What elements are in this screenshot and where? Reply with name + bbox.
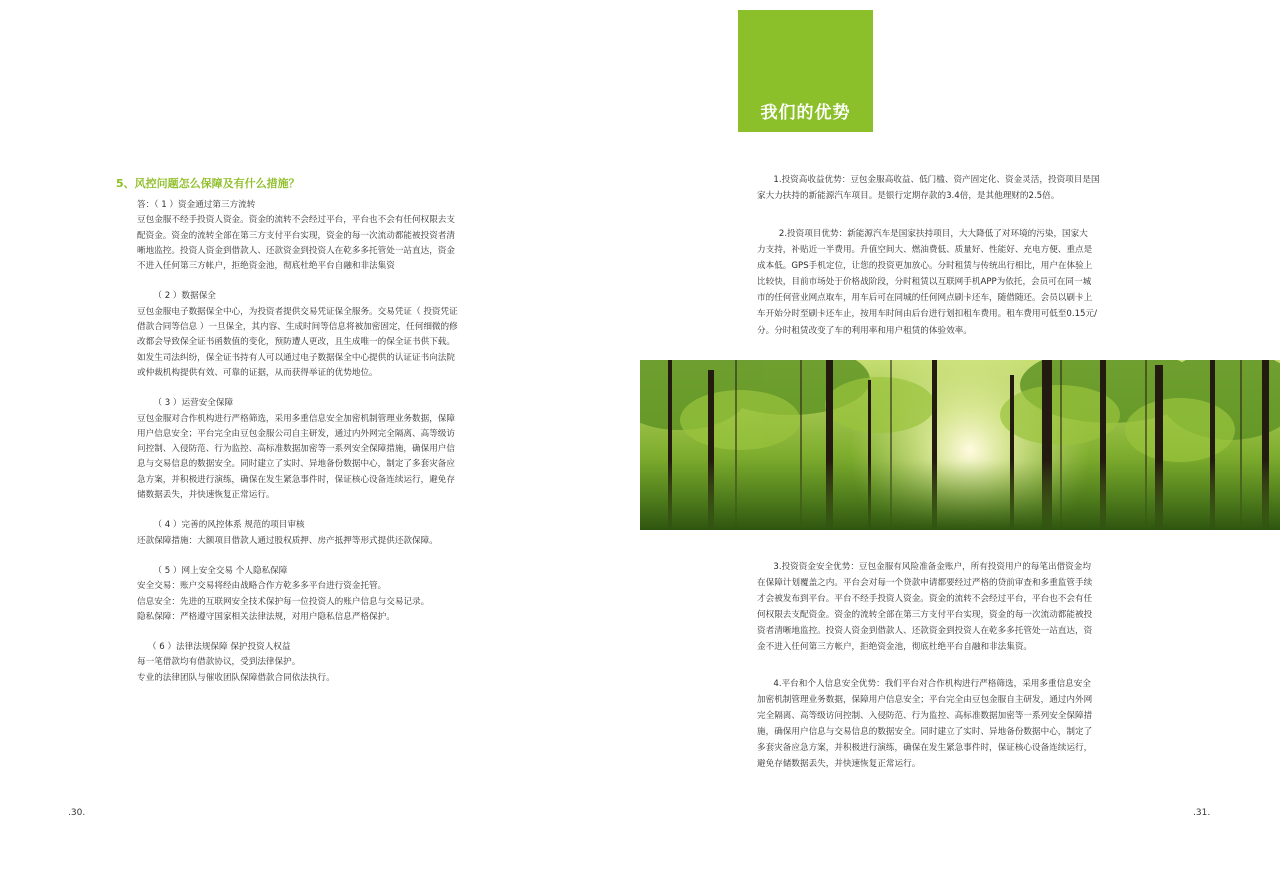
- answer-block-2: [137, 289, 497, 381]
- answer-block-5: [137, 564, 497, 625]
- paragraph-line: 才会被发布到平台。平台不经手投资人资金。资金的流转不会经过平台，平台也不会有任: [757, 594, 1093, 605]
- paragraph-line: 成本低。GPS手机定位，让您的投资更加放心。分时租赁与传统出行相比，用户在体验上: [757, 261, 1093, 272]
- answer-line: 问控制、入侵防范、行为监控、高标准数据加密等一系列安全保障措施，确保用户信: [137, 444, 455, 455]
- answer-line: 专业的法律团队与催收团队保障借款合同依法执行。: [137, 672, 335, 683]
- paragraph-line: 加密机制管理业务数据，保障用户信息安全；平台完全由豆包金服自主研发，通过内外网: [757, 695, 1093, 706]
- answer-line: 答：（ 1 ）资金通过第三方流转: [137, 200, 256, 210]
- paragraph-line: 多套灾备应急方案，并积极进行演练，确保在发生紧急事件时，保证核心设备连续运行，: [757, 743, 1093, 754]
- paragraph-line: 3.投资资金安全优势：豆包金服有风险准备金账户，所有投资用户的每笔出借资金均: [757, 562, 1091, 572]
- answer-line: 信息安全：先进的互联网安全技术保护每一位投资人的账户信息与交易记录。: [137, 596, 430, 607]
- forest-photo: [640, 360, 1280, 530]
- answer-line: 用户信息安全；平台完全由豆包金服公司自主研发，通过内外网完全隔离、高等级访: [137, 428, 455, 439]
- answer-line: 储数据丢失，并快速恢复正常运行。: [137, 490, 275, 501]
- answer-line: 隐私保障：严格遵守国家相关法律法规，对用户隐私信息严格保护。: [137, 611, 395, 622]
- answer-line: （ 2 ）数据保全: [137, 291, 216, 302]
- paragraph-line: 1.投资高收益优势：豆包金服高收益、低门槛、资产固定化、资金灵活，投资项目是国: [757, 175, 1100, 185]
- answer-line: （ 4 ）完善的风控体系 规范的项目审核: [137, 520, 305, 531]
- answer-line: 息与交易信息的数据安全。同时建立了实时、异地备份数据中心，制定了多套灾备应: [137, 459, 455, 470]
- answer-line: （ 3 ）运营安全保障: [137, 398, 234, 409]
- answer-line: 晰地监控。投资人资金到借款人、还款资金到投资人在乾多多托管处一站直达，资金: [137, 245, 455, 256]
- answer-line: 不进入任何第三方帐户，拒绝资金池，彻底杜绝平台自融和非法集资: [137, 261, 395, 272]
- answer-line: 改都会导致保全证书函数值的变化，预防遭人更改，且生成唯一的保全证书供下载。: [137, 337, 455, 348]
- answer-line: （ 5 ）网上安全交易 个人隐私保障: [137, 565, 288, 576]
- paragraph-line: 施，确保用户信息与交易信息的数据安全。同时建立了实时、异地备份数据中心，制定了: [757, 727, 1093, 738]
- paragraph-line: 家大力扶持的新能源汽车项目。是银行定期存款的3.4倍，是其他理财的2.5倍。: [757, 191, 1060, 202]
- answer-block-4: [137, 518, 497, 549]
- paragraph-line: 力支持，补贴近一半费用。升值空间大、燃油费低、质量好、性能好、充电方便、重点是: [757, 245, 1093, 256]
- answer-line: 豆包金服不经手投资人资金。资金的流转不会经过平台，平台也不会有任何权限去支: [137, 215, 455, 226]
- answer-block-3: [137, 396, 497, 503]
- page-number-right: .31.: [1193, 808, 1211, 818]
- answer-line: 还款保障措施：大额项目借款人通过股权质押、房产抵押等形式提供还款保障。: [137, 535, 438, 546]
- advantage-paragraph-1: [757, 172, 1137, 204]
- paragraph-line: 在保障计划覆盖之内。平台会对每一个贷款申请都要经过严格的贷前审查和多重监管手续: [757, 578, 1093, 589]
- section-title: 我们的优势: [760, 103, 851, 123]
- answer-line: 如发生司法纠纷，保全证书持有人可以通过电子数据保全中心提供的认证证书向法院: [137, 352, 455, 363]
- faq-answer: [137, 198, 497, 701]
- paragraph-line: 分。分时租赁改变了车的利用率和用户租赁的体验效率。: [757, 325, 972, 336]
- page-number-left: .30.: [68, 808, 86, 818]
- paragraph-line: 资者清晰地监控。投资人资金到借款人、还款资金到投资人在乾多多托管处一站直达，资: [757, 626, 1093, 637]
- section-banner: [738, 10, 873, 132]
- paragraph-line: 4.平台和个人信息安全优势：我们平台对合作机构进行严格筛选，采用多重信息安全: [757, 679, 1091, 689]
- advantage-paragraph-4: [757, 676, 1137, 773]
- answer-block-6: [137, 640, 497, 686]
- paragraph-line: 完全隔离、高等级访问控制、入侵防范、行为监控、高标准数据加密等一系列安全保障措: [757, 711, 1093, 722]
- answer-line: 急方案，并积极进行演练，确保在发生紧急事件时，保证核心设备连续运行，避免存: [137, 474, 455, 485]
- answer-line: 豆包金服电子数据保全中心，为投资者提供交易凭证保全服务。交易凭证（ 投资凭证: [137, 306, 458, 317]
- advantage-paragraph-3: [757, 559, 1137, 656]
- answer-line: （ 6 ）法律法规保障 保护投资人权益: [137, 642, 291, 653]
- paragraph-line: 比较快，目前市场处于价格战阶段，分时租赁以互联网手机APP为依托，会员可在同一城: [757, 277, 1092, 288]
- question-title: 5、风控问题怎么保障及有什么措施？: [116, 177, 300, 190]
- paragraph-line: 市的任何营业网点取车，用车后可在同城的任何网点刷卡还车，随借随还。会员以刷卡上: [757, 293, 1093, 304]
- paragraph-line: 金不进入任何第三方帐户，拒绝资金池，彻底杜绝平台自融和非法集资。: [757, 642, 1033, 653]
- answer-block-1: [137, 198, 497, 274]
- answer-line: 配资金。资金的流转全部在第三方支付平台实现，资金的每一次流动都能被投资者清: [137, 230, 455, 241]
- advantage-paragraph-2: [757, 226, 1137, 339]
- answer-line: 借款合同等信息 ）一旦保全，其内容、生成时间等信息将被加密固定，任何细微的修: [137, 322, 458, 333]
- paragraph-line: 何权限去支配资金。资金的流转全部在第三方支付平台实现，资金的每一次流动都能被投: [757, 610, 1093, 621]
- answer-line: 豆包金服对合作机构进行严格筛选，采用多重信息安全加密机制管理业务数据，保障: [137, 413, 455, 424]
- answer-line: 每一笔借款均有借款协议，受到法律保护。: [137, 657, 301, 668]
- paragraph-line: 车开始分时至刷卡还车止，按用车时间由后台进行划扣租车费用。租车费用可低至0.15元/: [757, 309, 1098, 320]
- paragraph-line: 避免存储数据丢失，并快速恢复正常运行。: [757, 759, 921, 770]
- answer-line: 或仲裁机构提供有效、可靠的证据，从而获得举证的优势地位。: [137, 367, 378, 378]
- paragraph-line: 2.投资项目优势：新能源汽车是国家扶持项目，大大降低了对环境的污染，国家大: [757, 229, 1088, 239]
- answer-line: 安全交易：账户交易将经由战略合作方乾多多平台进行资金托管。: [137, 581, 387, 592]
